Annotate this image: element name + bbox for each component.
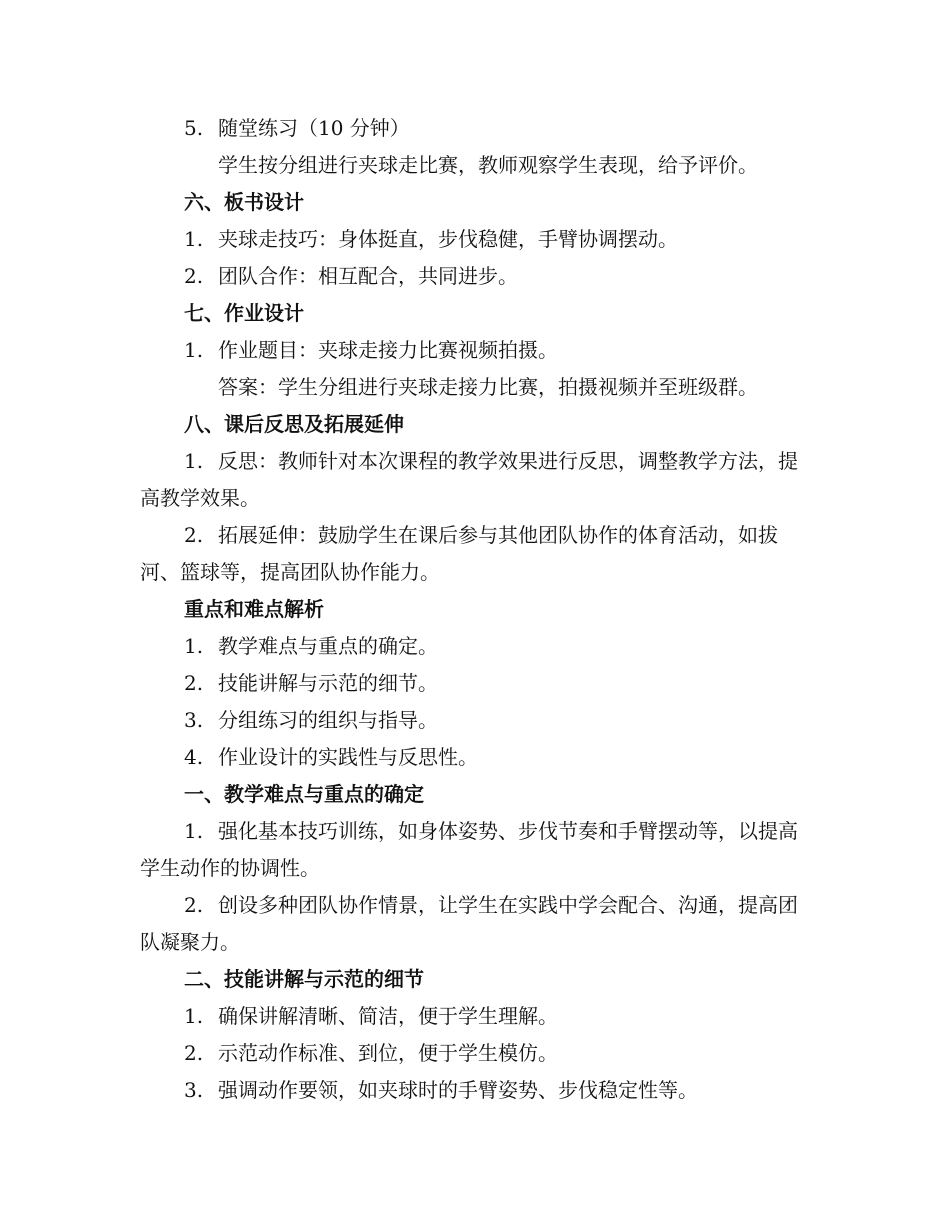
item-detail: 学生按分组进行夹球走比赛，教师观察学生表现，给予评价。: [218, 153, 758, 177]
list-item: [140, 813, 810, 887]
list-item: [140, 110, 810, 147]
item-text: 拓展延伸：鼓励学生在课后参与其他团队协作的体育活动，如拔河、篮球等，提高团队协作能力。: [140, 523, 778, 584]
item-detail: 答案：学生分组进行夹球走接力比赛，拍摄视频并至班级群。: [218, 375, 758, 399]
list-item: [140, 628, 810, 665]
item-number: 1.: [184, 1004, 204, 1028]
item-text: 强化基本技巧训练，如身体姿势、步伐节奏和手臂摆动等，以提高学生动作的协调性。: [140, 819, 798, 880]
list-item: [140, 998, 810, 1035]
item-number: 2.: [184, 671, 204, 695]
item-number: 2.: [184, 893, 204, 917]
list-item: [140, 702, 810, 739]
list-item: [140, 739, 810, 776]
item-number: 1.: [184, 634, 204, 658]
item-number: 2.: [184, 1041, 204, 1065]
item-text: 夹球走技巧：身体挺直，步伐稳健，手臂协调摆动。: [218, 227, 678, 251]
item-text: 技能讲解与示范的细节。: [218, 671, 438, 695]
list-item: [140, 665, 810, 702]
item-number: 2.: [184, 523, 204, 547]
item-number: 1.: [184, 227, 204, 251]
list-item: [140, 443, 810, 517]
item-text: 创设多种团队协作情景，让学生在实践中学会配合、沟通，提高团队凝聚力。: [140, 893, 798, 954]
item-number: 3.: [184, 1078, 204, 1102]
section-heading: 一、教学难点与重点的确定: [184, 782, 424, 806]
item-number: 1.: [184, 449, 204, 473]
item-text: 作业设计的实践性与反思性。: [218, 745, 478, 769]
item-number: 1.: [184, 819, 204, 843]
item-text: 作业题目：夹球走接力比赛视频拍摄。: [218, 338, 558, 362]
item-text: 团队合作：相互配合，共同进步。: [218, 264, 518, 288]
list-item: [140, 1035, 810, 1072]
section-heading: 重点和难点解析: [184, 597, 324, 621]
list-item: [140, 517, 810, 591]
item-text: 示范动作标准、到位，便于学生模仿。: [218, 1041, 558, 1065]
section-heading: 六、板书设计: [184, 190, 304, 214]
list-item: [140, 221, 810, 258]
item-number: 3.: [184, 708, 204, 732]
item-text: 确保讲解清晰、简洁，便于学生理解。: [218, 1004, 558, 1028]
list-item: [140, 1072, 810, 1109]
item-text: 强调动作要领，如夹球时的手臂姿势、步伐稳定性等。: [218, 1078, 698, 1102]
section-heading: 八、课后反思及拓展延伸: [184, 412, 404, 436]
item-number: 4.: [184, 745, 204, 769]
list-item: [140, 332, 810, 369]
item-text: 教学难点与重点的确定。: [218, 634, 438, 658]
list-item: [140, 887, 810, 961]
list-item: [140, 258, 810, 295]
item-number: 1.: [184, 338, 204, 362]
item-text: 分组练习的组织与指导。: [218, 708, 438, 732]
item-number: 2.: [184, 264, 204, 288]
document-body: [140, 110, 810, 1109]
item-text: 随堂练习（10 分钟）: [218, 116, 410, 140]
item-number: 5.: [184, 116, 204, 140]
section-heading: 二、技能讲解与示范的细节: [184, 967, 424, 991]
section-heading: 七、作业设计: [184, 301, 304, 325]
item-text: 反思：教师针对本次课程的教学效果进行反思，调整教学方法，提高教学效果。: [140, 449, 798, 510]
